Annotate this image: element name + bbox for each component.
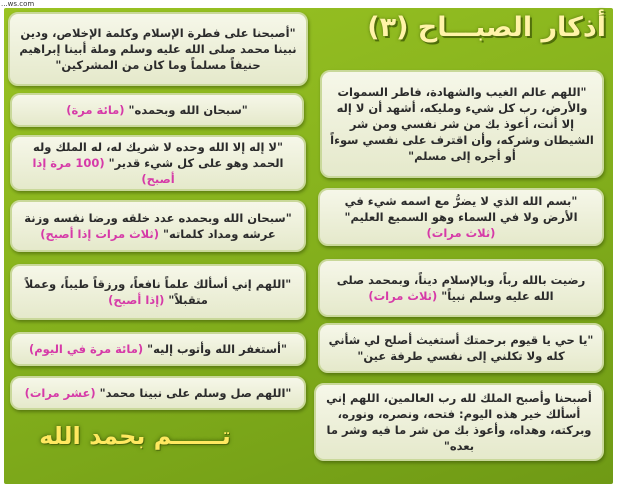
dhikr-text: "أستغفر الله وأتوب إليه" <box>147 342 287 356</box>
poster-title: أذكار الصبـــاح (٣) <box>367 12 606 43</box>
dhikr-text: رضيت بالله رباً، وبالإسلام ديناً، وبمحمد صلى الله عليه وسلم نبياً" <box>336 273 586 303</box>
dhikr-card <box>320 70 604 178</box>
repeat-count: (إذا أصبح) <box>108 293 165 307</box>
dhikr-text: "بسم الله الذي لا يضرُّ مع اسمه شيء في الأرض ولا في السماء وهو السميع العليم" <box>344 194 578 224</box>
dhikr-text: "سبحان الله وبحمده عدد خلقه ورضا نفسه وزنة عرشه ومداد كلماته" <box>24 211 292 241</box>
dhikr-card <box>8 12 308 86</box>
dhikr-text: "اللهم إني أسألك علماً نافعاً، ورزقاً طيباً، وعملاً متقبلاً" <box>24 277 292 307</box>
dhikr-text: "يا حي يا قيوم برحمتك أستغيث أصلح لي شأني كله ولا تكلني إلى نفسي طرفة عين" <box>328 333 594 363</box>
dhikr-card <box>10 93 304 127</box>
dhikr-text: "أصبحنا على فطرة الإسلام وكلمة الإخلاص، ودين نبينا محمد صلى الله عليه وسلم وملة أبينا إبراهيم حنيفاً مسلماً وما كان من المشركين" <box>19 26 297 72</box>
repeat-count: (عشر مرات) <box>24 386 96 400</box>
dhikr-text: "لا إله إلا الله وحده لا شريك له، له الملك وله الحمد وهو على كل شيء قدير" <box>33 140 284 170</box>
poster-footer: تــــــم بحمد الله <box>39 422 231 450</box>
dhikr-text: "اللهم صل وسلم على نبينا محمد" <box>99 386 292 400</box>
dhikr-card <box>10 200 306 252</box>
dhikr-card <box>318 188 604 246</box>
dhikr-card <box>10 376 306 410</box>
dhikr-card <box>10 332 306 366</box>
dhikr-text: "اللهم عالم الغيب والشهادة، فاطر السموات والأرض، رب كل شيء ومليكه، أشهد أن لا إله إلا أنت، أعوذ بك من شر نفسي ومن شر الشيطان وشركه، وأن اقترف على نفسي سوءاً أو أجره إلى مسلم" <box>330 85 594 163</box>
repeat-count: (100 مرة إذا أصبح) <box>32 156 175 186</box>
repeat-count: (مائة مرة في اليوم) <box>29 342 144 356</box>
repeat-count: (ثلاث مرات) <box>368 289 438 303</box>
dhikr-card <box>318 259 604 317</box>
dhikr-card <box>318 323 604 373</box>
repeat-count: (ثلاث مرات) <box>426 226 496 240</box>
dhikr-card <box>314 383 604 461</box>
watermark: ...ws.com <box>1 0 35 8</box>
dhikr-card <box>10 264 306 320</box>
repeat-count: (مائة مرة) <box>66 103 125 117</box>
dhikr-text: "سبحان الله وبحمده" <box>128 103 248 117</box>
repeat-count: (ثلاث مرات إذا أصبح) <box>40 227 159 241</box>
dhikr-text: أصبحنا وأصبح الملك لله رب العالمين، اللهم إني أسألك خير هذه اليوم: فتحه، ونصره، ونوره، وبركته، وهداه، وأعوذ بك من شر ما فيه وشر ما بعده" <box>326 391 592 453</box>
dhikr-card <box>10 135 306 191</box>
